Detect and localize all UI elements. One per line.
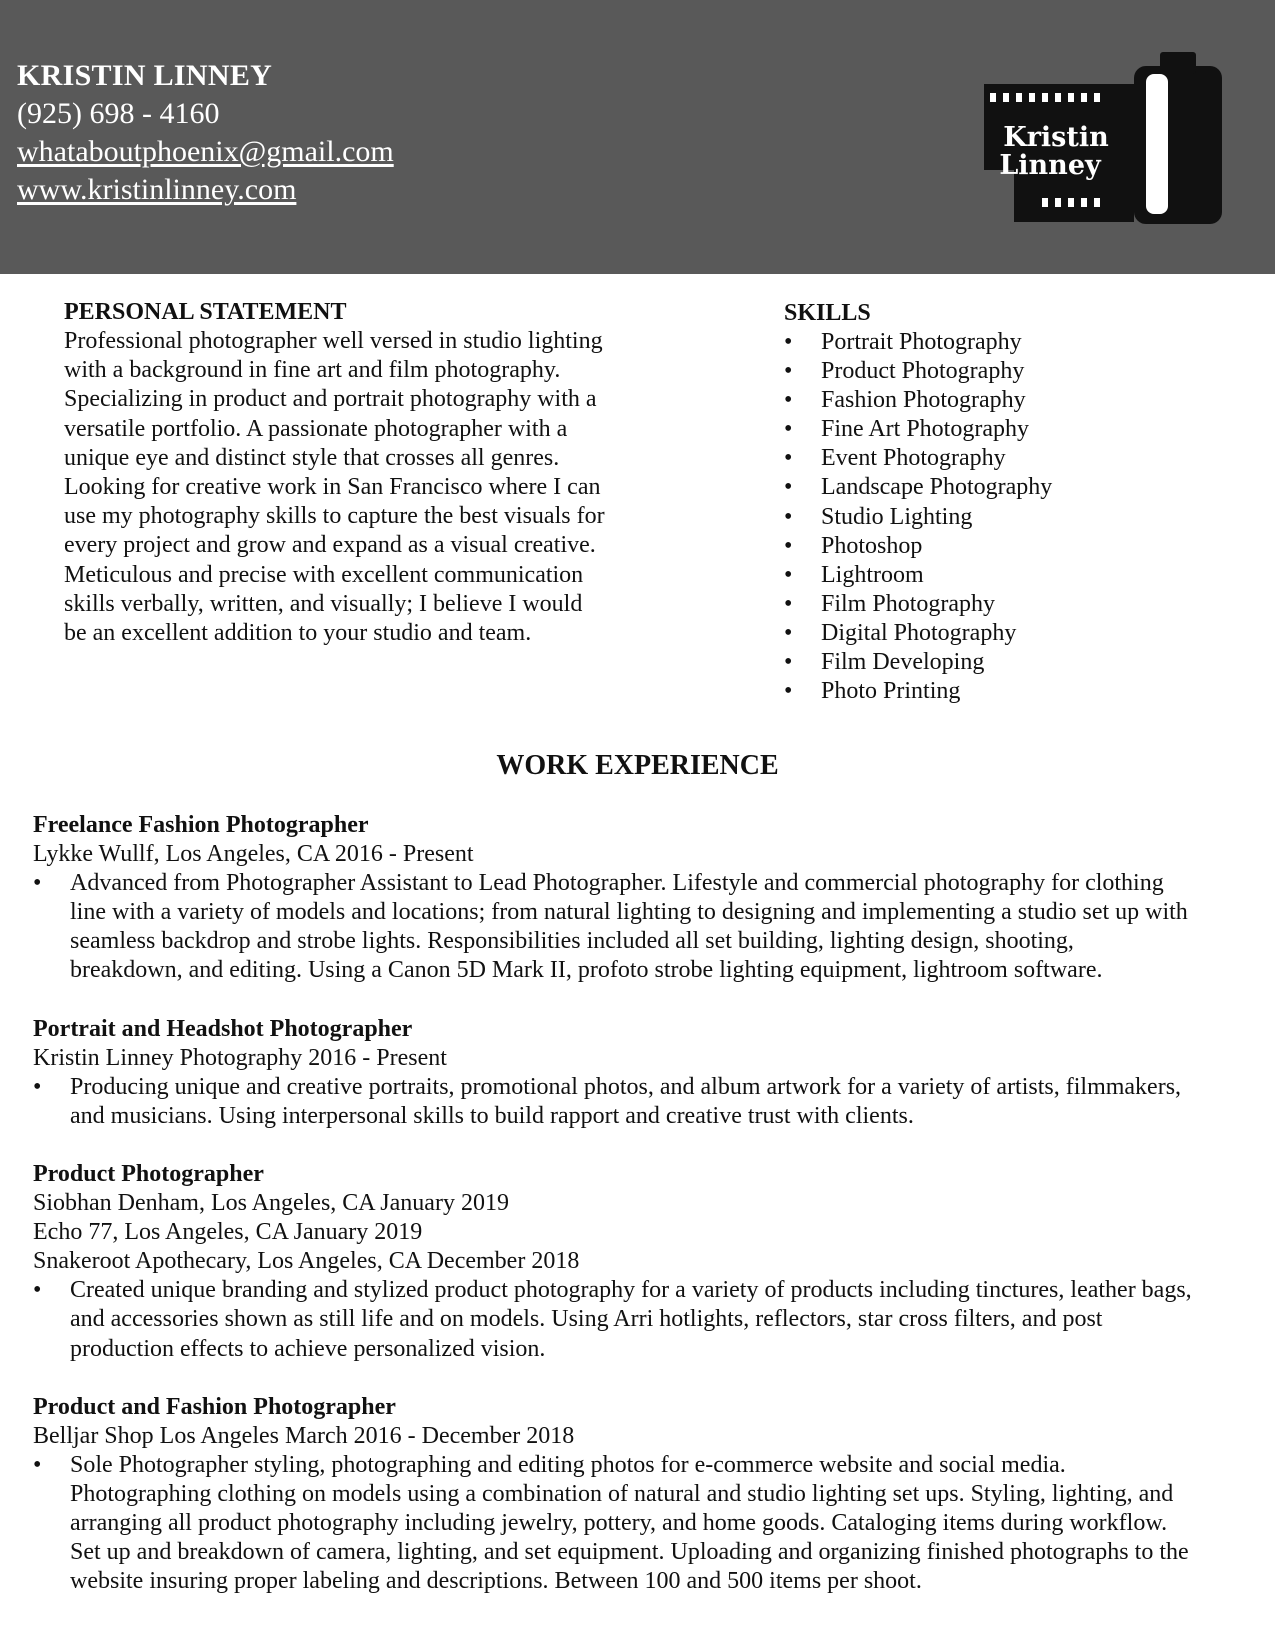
description-line: • Producing unique and creative portraits, promotional photos, and album artwork for a variety of artists, filmmakers, bbox=[70, 1073, 1182, 1100]
description-line: Photographing clothing on models using a combination of natural and studio lighting set ups. Styling, lighting, and bbox=[70, 1480, 1174, 1507]
description-line: • Advanced from Photographer Assistant to Lead Photographer. Lifestyle and commercial photography for clothing bbox=[70, 870, 1164, 897]
film-perforations-top bbox=[990, 93, 1100, 102]
description-line: seamless backdrop and strobe lights. Responsibilities included all set building, lighting design, shooting, bbox=[70, 928, 1074, 955]
statement-line: skills verbally, written, and visually; I believe I would bbox=[64, 590, 583, 617]
description-line: production effects to achieve personalized vision. bbox=[70, 1335, 546, 1362]
job-employer: Belljar Shop Los Angeles March 2016 - December 2018 bbox=[33, 1422, 575, 1449]
skill-item: • Film Photography bbox=[784, 590, 1244, 619]
skill-item: • Film Developing bbox=[784, 648, 1244, 677]
statement-line: every project and grow and expand as a visual creative. bbox=[64, 532, 596, 559]
statement-line: versatile portfolio. A passionate photographer with a bbox=[64, 415, 568, 442]
work-experience-heading: WORK EXPERIENCE bbox=[496, 750, 779, 781]
applicant-name: KRISTIN LINNEY bbox=[17, 59, 273, 92]
skill-item: • Fashion Photography bbox=[784, 386, 1244, 415]
job-employer: Lykke Wullf, Los Angeles, CA 2016 - Present bbox=[33, 841, 474, 868]
logo-text-line1: Kristin bbox=[1003, 122, 1109, 153]
film-canister-logo bbox=[984, 50, 1234, 230]
job-title: Portrait and Headshot Photographer bbox=[33, 1015, 413, 1042]
job-employer: Echo 77, Los Angeles, CA January 2019 bbox=[33, 1219, 423, 1246]
description-line: arranging all product photography including jewelry, pottery, and home goods. Cataloging items during workflow. bbox=[70, 1509, 1168, 1536]
statement-line: with a background in fine art and film photography. bbox=[64, 357, 561, 384]
job-entry bbox=[33, 1393, 1243, 1597]
statement-line: unique eye and distinct style that crosses all genres. bbox=[64, 444, 560, 471]
personal-statement-heading: PERSONAL STATEMENT bbox=[64, 299, 347, 325]
skill-item: • Digital Photography bbox=[784, 619, 1244, 648]
job-description bbox=[33, 1073, 1243, 1131]
description-line: • Created unique branding and stylized product photography for a variety of products including tinctures, leather bags, bbox=[70, 1277, 1192, 1304]
skills-heading: SKILLS bbox=[784, 300, 871, 326]
statement-line: Professional photographer well versed in studio lighting bbox=[64, 328, 603, 354]
personal-statement-section bbox=[64, 298, 664, 648]
job-entry bbox=[33, 811, 1243, 986]
canister-cap bbox=[1160, 52, 1196, 74]
email-link[interactable]: whataboutphoenix@gmail.com bbox=[17, 135, 394, 168]
job-employer: Kristin Linney Photography 2016 - Present bbox=[33, 1044, 447, 1071]
personal-statement-text bbox=[64, 327, 664, 648]
phone-number: (925) 698 - 4160 bbox=[17, 97, 220, 130]
description-line: website insuring proper labeling and descriptions. Between 100 and 500 items per shoot. bbox=[70, 1568, 922, 1595]
skill-item: • Studio Lighting bbox=[784, 503, 1244, 532]
description-line: line with a variety of models and locations; from natural lighting to designing and implementing a studio set up with bbox=[70, 899, 1188, 926]
description-line: Set up and breakdown of camera, lighting, and set equipment. Uploading and organizing finished photographs to the bbox=[70, 1539, 1189, 1566]
skills-list bbox=[784, 328, 1244, 706]
job-title: Product and Fashion Photographer bbox=[33, 1393, 396, 1420]
skill-item: • Photo Printing bbox=[784, 677, 1244, 706]
contact-block bbox=[17, 57, 394, 209]
job-entry bbox=[33, 1015, 1243, 1131]
statement-line: Meticulous and precise with excellent communication bbox=[64, 561, 584, 588]
job-entry bbox=[33, 1160, 1243, 1364]
skill-item: • Event Photography bbox=[784, 444, 1244, 473]
description-line: breakdown, and editing. Using a Canon 5D Mark II, profoto strobe lighting equipment, lightroom software. bbox=[70, 957, 1103, 984]
skill-item: • Fine Art Photography bbox=[784, 415, 1244, 444]
job-employer: Siobhan Denham, Los Angeles, CA January 2019 bbox=[33, 1190, 509, 1217]
logo-text-line2: Linney bbox=[999, 150, 1101, 181]
work-experience-section bbox=[33, 811, 1243, 1625]
skills-section bbox=[784, 299, 1244, 706]
job-description bbox=[33, 869, 1243, 985]
skill-item: • Product Photography bbox=[784, 357, 1244, 386]
statement-line: Looking for creative work in San Francisco where I can bbox=[64, 474, 601, 501]
statement-line: be an excellent addition to your studio and team. bbox=[64, 620, 532, 647]
statement-line: use my photography skills to capture the best visuals for bbox=[64, 503, 605, 530]
skill-item: • Portrait Photography bbox=[784, 328, 1244, 357]
description-line: and accessories shown as still life and on models. Using Arri hotlights, reflectors, star cross filters, and post bbox=[70, 1306, 1103, 1333]
header-band bbox=[0, 0, 1275, 274]
skill-item: • Lightroom bbox=[784, 561, 1244, 590]
skill-item: • Photoshop bbox=[784, 532, 1244, 561]
statement-line: Specializing in product and portrait photography with a bbox=[64, 386, 597, 413]
job-description bbox=[33, 1276, 1243, 1363]
job-description bbox=[33, 1451, 1243, 1596]
job-title: Freelance Fashion Photographer bbox=[33, 812, 369, 838]
job-employer: Snakeroot Apothecary, Los Angeles, CA December 2018 bbox=[33, 1248, 580, 1275]
canister-highlight bbox=[1146, 74, 1168, 214]
description-line: • Sole Photographer styling, photographing and editing photos for e-commerce website and social media. bbox=[70, 1451, 1066, 1478]
job-title: Product Photographer bbox=[33, 1160, 264, 1187]
description-line: and musicians. Using interpersonal skills to build rapport and creative trust with clients. bbox=[70, 1102, 914, 1129]
website-link[interactable]: www.kristinlinney.com bbox=[17, 173, 297, 206]
skill-item: • Landscape Photography bbox=[784, 473, 1244, 502]
